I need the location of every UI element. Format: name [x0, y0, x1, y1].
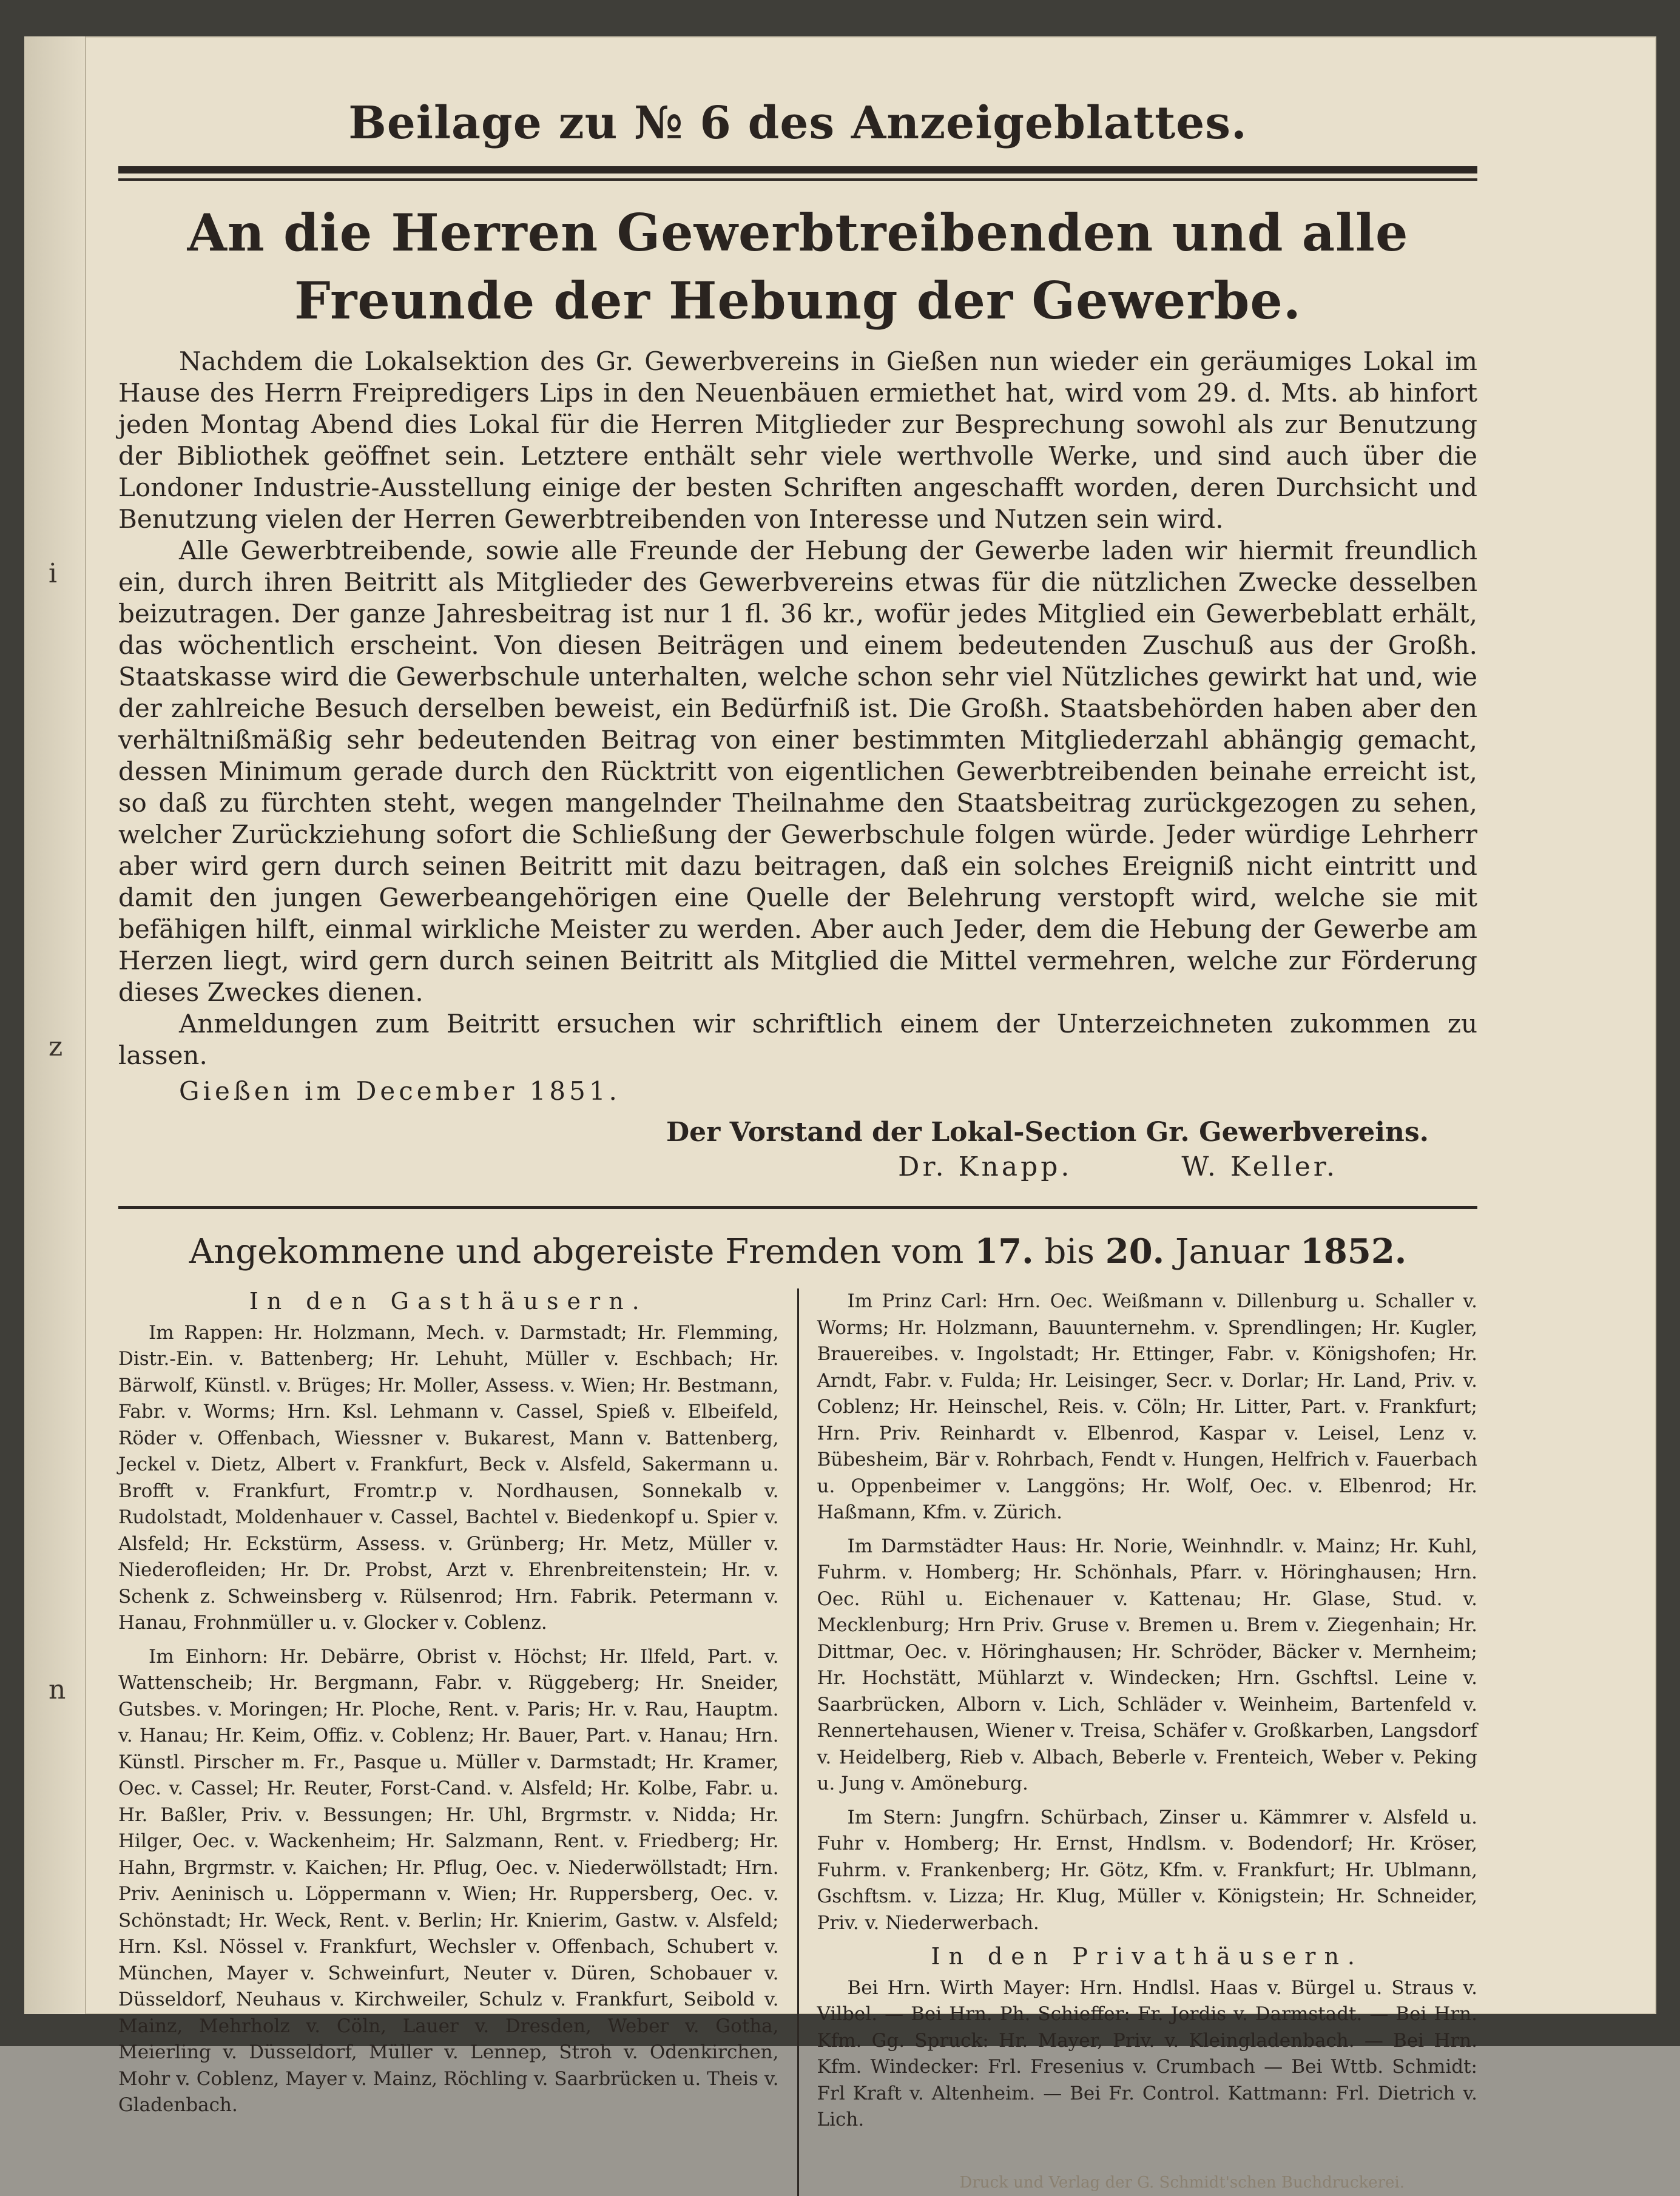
- inn-entry: Im Stern: Jungfrn. Schürbach, Zinser u. Kämmrer v. Alsfeld u. Fuhr v. Homberg; Hr. Ernst, Hndlsm. v. Bodendorf; Hr. Kröser, Fuhrm. v. Frankenberg; Hr. Götz, Kfm. v. Frankfurt; Hr. Ublmann, Gschftsm. v. Lizza; Hr. Klug, Müller v. Königstein; Hr. Schneider, Priv. v. Niederwerbach.: [817, 1805, 1478, 1937]
- arrivals-date-from: 17.: [974, 1231, 1033, 1271]
- edge-fragment: n: [49, 1674, 66, 1705]
- inn-entry: Im Prinz Carl: Hrn. Oec. Weißmann v. Dillenburg u. Schaller v. Worms; Hr. Holzmann, Bauunternehm. v. Sprendlingen; Hr. Kugler, Brauereibes. v. Ingolstadt; Hr. Ettinger, Fabr. v. Königshofen; Hr. Arndt, Fabr. v. Fulda; Hr. Leisinger, Secr. v. Dorlar; Hr. Land, Priv. v. Coblenz; Hr. Heinschel, Reis. v. Cöln; Hr. Litter, Part. v. Frankfurt; Hrn. Priv. Reinhardt v. Elbenrod, Kaspar v. Leisel, Lenz v. Bübesheim, Bär v. Rohrbach, Fendt v. Hungen, Helfrich v. Fauerbach u. Oppenbeimer v. Langgöns; Hr. Wolf, Oec. v. Elbenrod; Hr. Haßmann, Kfm. v. Zürich.: [817, 1288, 1478, 1526]
- announcement-paragraph: Nachdem die Lokalsektion des Gr. Gewerbvereins in Gießen nun wieder ein geräumiges Lokal im Hause des Herrn Freipredigers Lips in den Neuenbäuen ermiethet hat, wird vom 29. d. Mts. ab hinfort jeden Montag Abend dies Lokal für die Herren Mitglieder zur Besprechung sowohl als zur Benutzung der Bibliothek geöffnet sein. Letztere enthält sehr viele werthvolle Werke, und sind auch über die Londoner Industrie-Ausstellung einige der besten Schriften angeschafft worden, deren Durchsicht und Benutzung vielen der Herren Gewerbtreibenden von Interesse und Nutzen sein wird.: [118, 346, 1477, 535]
- announcement-paragraph: Alle Gewerbtreibende, sowie alle Freunde der Hebung der Gewerbe laden wir hiermit freundlich ein, durch ihren Beitritt als Mitglieder des Gewerbvereins etwas für die nützlichen Zwecke desselben beizutragen. Der ganze Jahresbeitrag ist nur 1 fl. 36 kr., wofür jedes Mitglied ein Gewerbeblatt erhält, das wöchentlich erscheint. Von diesen Beiträgen und einem bedeutenden Zuschuß aus der Großh. Staatskasse wird die Gewerbschule unterhalten, welche schon sehr viel Nützliches gewirkt hat und, wie der zahlreiche Besuch derselben beweist, ein Bedürfniß ist. Die Großh. Staatsbehörden haben aber den verhältnißmäßig sehr bedeutenden Beitrag von einer bestimmten Mitgliederzahl abhängig gemacht, dessen Minimum gerade durch den Rücktritt von eigentlichen Gewerbtreibenden beinahe erreicht ist, so daß zu fürchten steht, wegen mangelnder Theilnahme den Staatsbeitrag zurückgezogen zu sehen, welcher Zurückziehung sofort die Schließung der Gewerbschule folgen würde. Jeder würdige Lehrherr aber wird gern durch seinen Beitritt mit dazu beitragen, daß ein solches Ereigniß nicht eintritt und damit den jungen Gewerbeangehörigen eine Quelle der Belehrung verstopft wird, welche sie mit befähigen hilft, einmal wirkliche Meister zu werden. Aber auch Jeder, dem die Hebung der Gewerbe am Herzen liegt, wird gern durch seinen Beitritt als Mitglied die Mittel vermehren, welche zur Förderung dieses Zweckes dienen.: [118, 535, 1477, 1008]
- arrivals-columns: [118, 1288, 1477, 2196]
- header-rule-thin: [118, 178, 1477, 181]
- announcement-paragraph: Anmeldungen zum Beitritt ersuchen wir schriftlich einem der Unterzeichneten zukommen zu lassen.: [118, 1008, 1477, 1071]
- inns-heading: In den Gasthäusern.: [118, 1288, 779, 1315]
- board-signature: Der Vorstand der Lokal-Section Gr. Gewerbvereins.: [118, 1115, 1477, 1150]
- announcement-headline: An die Herren Gewerbtreibenden und alle Freunde der Hebung der Gewerbe.: [118, 199, 1477, 335]
- arrivals-date-to: 20.: [1105, 1231, 1164, 1271]
- section-divider: [118, 1206, 1477, 1209]
- arrivals-title-text: Angekommene und abgereiste Fremden vom: [189, 1232, 974, 1271]
- arrivals-left-column: [118, 1288, 797, 2196]
- supplement-title: Beilage zu № 6 des Anzeigeblattes.: [118, 97, 1477, 149]
- place-date: Gießen im December 1851.: [118, 1074, 1477, 1109]
- header-rule-thick: [118, 166, 1477, 173]
- edge-fragment: z: [49, 1031, 62, 1062]
- signer-name: Dr. Knapp.: [898, 1150, 1072, 1184]
- arrivals-title: [118, 1227, 1477, 1276]
- printer-imprint: Druck und Verlag der G. Schmidt'schen Buchdruckerei.: [817, 2170, 1478, 2196]
- inn-entry: Im Darmstädter Haus: Hr. Norie, Weinhndlr. v. Mainz; Hr. Kuhl, Fuhrm. v. Homberg; Hr. Schönhals, Pfarr. v. Höringhausen; Hrn. Oec. Rühl u. Eichenauer v. Kattenau; Hr. Glase, Stud. v. Mecklenburg; Hrn Priv. Gruse v. Bremen u. Brem v. Ziegenhain; Hr. Dittmar, Oec. v. Höringhausen; Hr. Schröder, Bäcker v. Mernheim; Hr. Hochstätt, Mühlarzt v. Windecken; Hrn. Gschftsl. Leine v. Saarbrücken, Alborn v. Lich, Schläder v. Weinheim, Bartenfeld v. Rennertehausen, Wiener v. Treisa, Schäfer v. Großkarben, Langsdorf v. Heidelberg, Rieb v. Albach, Beberle v. Frenteich, Weber v. Peking u. Jung v. Amöneburg.: [817, 1534, 1478, 1797]
- edge-fragment: i: [49, 558, 57, 589]
- facing-page-edge: [24, 36, 86, 2014]
- private-entry: Bei Hrn. Wirth Mayer: Hrn. Hndlsl. Haas v. Bürgel u. Straus v. Vilbel. — Bei Hrn. Ph. Schieffer: Fr. Jordis v. Darmstadt. — Bei Hrn. Kfm. Gg. Spruck: Hr. Mayer, Priv. v. Kleingladenbach. — Bei Hrn. Kfm. Windecker: Frl. Fresenius v. Crumbach — Bei Wttb. Schmidt: Frl Kraft v. Altenheim. — Bei Fr. Control. Kattmann: Frl. Dietrich v. Lich.: [817, 1975, 1478, 2134]
- inn-entry: Im Rappen: Hr. Holzmann, Mech. v. Darmstadt; Hr. Flemming, Distr.-Ein. v. Battenberg; Hr. Lehuht, Müller v. Eschbach; Hr. Bärwolf, Künstl. v. Brüges; Hr. Moller, Assess. v. Wien; Hr. Bestmann, Fabr. v. Worms; Hrn. Ksl. Lehmann v. Cassel, Spieß v. Elbeifeld, Röder v. Offenbach, Wiessner v. Bukarest, Mann v. Battenberg, Jeckel v. Dietz, Albert v. Frankfurt, Beck v. Alsfeld, Sakermann u. Brofft v. Frankfurt, Fromtr.p v. Nordhausen, Sonnekalb v. Rudolstadt, Moldenhauer v. Cassel, Bachtel v. Biedenkopf u. Spier v. Alsfeld; Hr. Eckstürm, Assess. v. Grünberg; Hr. Metz, Müller v. Niederofleiden; Hr. Dr. Probst, Arzt v. Ehrenbreitenstein; Hr. v. Schenk z. Schweinsberg v. Rülsenrod; Hrn. Fabrik. Petermann v. Hanau, Frohnmüller u. v. Glocker v. Coblenz.: [118, 1320, 779, 1637]
- page-content: [118, 91, 1477, 2196]
- arrivals-title-text: bis: [1034, 1232, 1105, 1271]
- arrivals-title-text: Januar: [1164, 1232, 1300, 1271]
- arrivals-right-column: [797, 1288, 1478, 2196]
- signer-name: W. Keller.: [1181, 1150, 1338, 1184]
- private-houses-heading: In den Privathäusern.: [817, 1944, 1478, 1970]
- arrivals-year: 1852.: [1300, 1231, 1406, 1271]
- signers: [118, 1150, 1477, 1184]
- inn-entry: Im Einhorn: Hr. Debärre, Obrist v. Höchst; Hr. Ilfeld, Part. v. Wattenscheib; Hr. Bergmann, Fabr. v. Rüggeberg; Hr. Sneider, Gutsbes. v. Moringen; Hr. Ploche, Rent. v. Paris; Hr. v. Rau, Hauptm. v. Hanau; Hr. Keim, Offiz. v. Coblenz; Hr. Bauer, Part. v. Hanau; Hrn. Künstl. Pirscher m. Fr., Pasque u. Müller v. Darmstadt; Hr. Kramer, Oec. v. Cassel; Hr. Reuter, Forst-Cand. v. Alsfeld; Hr. Kolbe, Fabr. u. Hr. Baßler, Priv. v. Bessungen; Hr. Uhl, Brgrmstr. v. Nidda; Hr. Hilger, Oec. v. Wackenheim; Hr. Salzmann, Rent. v. Friedberg; Hr. Hahn, Brgrmstr. v. Kaichen; Hr. Pflug, Oec. v. Niederwöllstadt; Hrn. Priv. Aeninisch u. Löppermann v. Wien; Hr. Ruppersberg, Oec. v. Schönstadt; Hr. Weck, Rent. v. Berlin; Hr. Knierim, Gastw. v. Alsfeld; Hrn. Ksl. Nössel v. Frankfurt, Wechsler v. Offenbach, Schubert v. München, Mayer v. Schweinfurt, Neuter v. Düren, Schobauer v. Düsseldorf, Neuhaus v. Kirchweiler, Schulz v. Frankfurt, Seibold v. Mainz, Mehrholz v. Cöln, Lauer v. Dresden, Weber v. Gotha, Meierling v. Düsseldorf, Müller v. Lennep, Stroh v. Odenkirchen, Mohr v. Coblenz, Mayer v. Mainz, Röchling v. Saarbrücken u. Theis v. Gladenbach.: [118, 1644, 779, 2119]
